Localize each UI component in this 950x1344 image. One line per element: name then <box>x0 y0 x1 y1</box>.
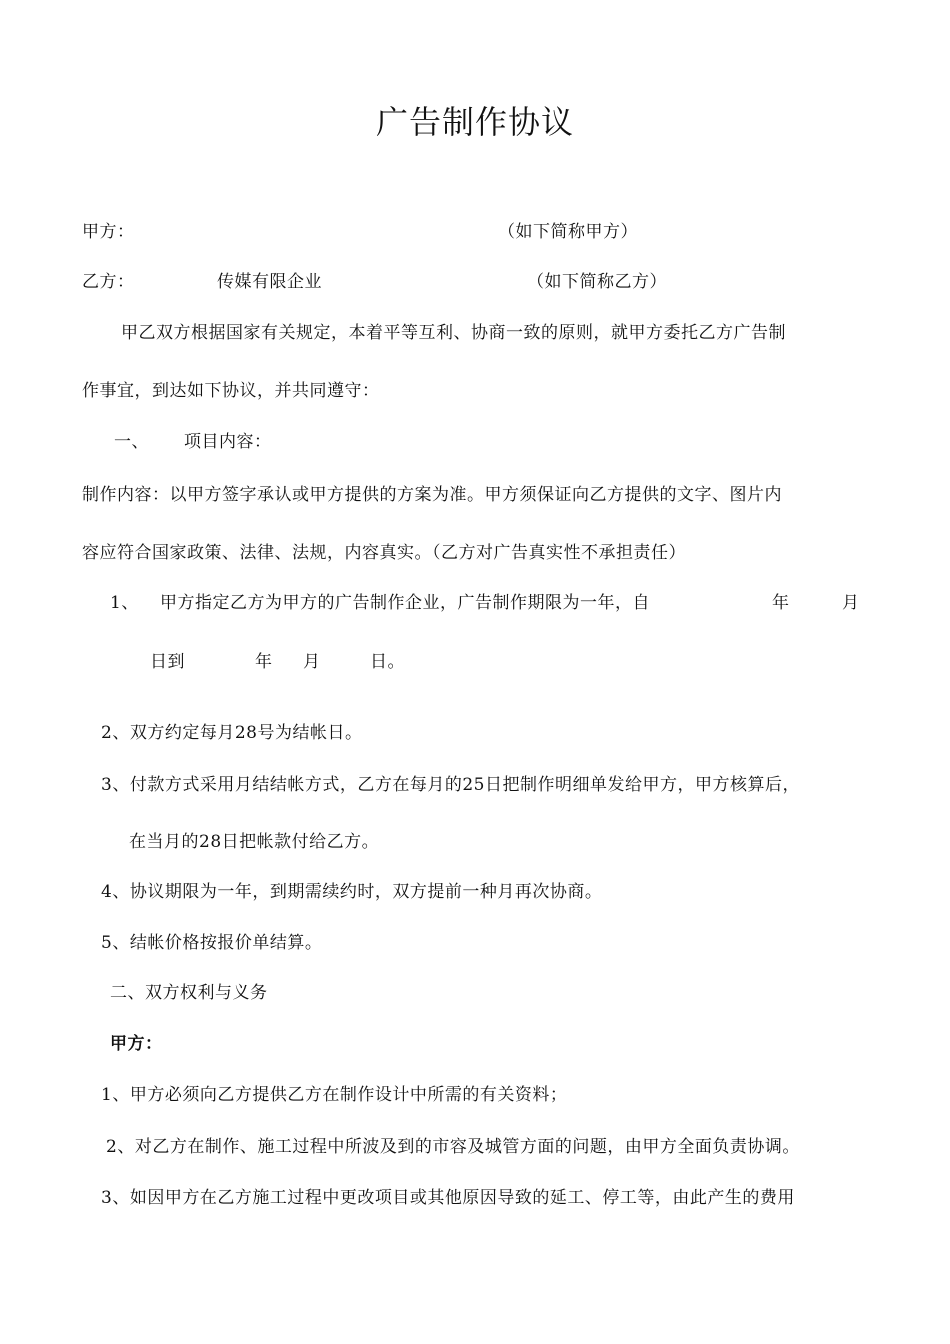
item-3-line-1: 3、付款方式采用月结结帐方式，乙方在每月的25日把制作明细单发给甲方，甲方核算后， <box>101 775 800 795</box>
content-line-2: 容应符合国家政策、法律、法规，内容真实。（乙方对广告真实性不承担责任） <box>82 543 686 563</box>
document-title: 广告制作协议 <box>375 103 574 141</box>
item-1-year: 年 <box>772 593 790 613</box>
item-1-text: 甲方指定乙方为甲方的广告制作企业，广告制作期限为一年，自 <box>160 593 650 613</box>
intro-line-1: 甲乙双方根据国家有关规定，本着平等互利、协商一致的原则，就甲方委托乙方广告制 <box>121 323 786 343</box>
section-2-heading: 二、双方权利与义务 <box>110 983 268 1003</box>
duty-item-2: 2、对乙方在制作、施工过程中所波及到的市容及城管方面的问题，由甲方全面负责协调。 <box>106 1137 800 1157</box>
item-4: 4、协议期限为一年，到期需续约时，双方提前一种月再次协商。 <box>101 882 603 902</box>
party-a-label: 甲方： <box>82 222 135 242</box>
content-line-1: 制作内容：以甲方签字承认或甲方提供的方案为准。甲方须保证向乙方提供的文字、图片内 <box>82 485 782 505</box>
item-1-month: 月 <box>842 593 860 613</box>
party-b-name: 传媒有限企业 <box>217 272 322 292</box>
item-1-day-to: 日到 <box>150 652 185 672</box>
section-1-heading: 项目内容： <box>184 432 272 452</box>
item-1-day-2: 日。 <box>370 652 405 672</box>
section-1-number: 一、 <box>114 432 149 452</box>
item-1-number: 1、 <box>110 593 139 613</box>
item-1-year-2: 年 <box>255 652 273 672</box>
item-5: 5、结帐价格按报价单结算。 <box>101 933 323 953</box>
item-2: 2、双方约定每月28号为结帐日。 <box>101 723 363 743</box>
item-3-line-2: 在当月的28日把帐款付给乙方。 <box>129 832 380 852</box>
party-a-duties-heading: 甲方： <box>110 1034 163 1054</box>
party-b-label: 乙方： <box>82 272 135 292</box>
party-b-note: （如下简称乙方） <box>527 272 667 292</box>
item-1-month-2: 月 <box>303 652 321 672</box>
duty-item-3: 3、如因甲方在乙方施工过程中更改项目或其他原因导致的延工、停工等，由此产生的费用 <box>101 1188 795 1208</box>
duty-item-1: 1、甲方必须向乙方提供乙方在制作设计中所需的有关资料； <box>101 1085 568 1105</box>
intro-line-2: 作事宜，到达如下协议，并共同遵守： <box>82 381 380 401</box>
party-a-note: （如下简称甲方） <box>498 222 638 242</box>
